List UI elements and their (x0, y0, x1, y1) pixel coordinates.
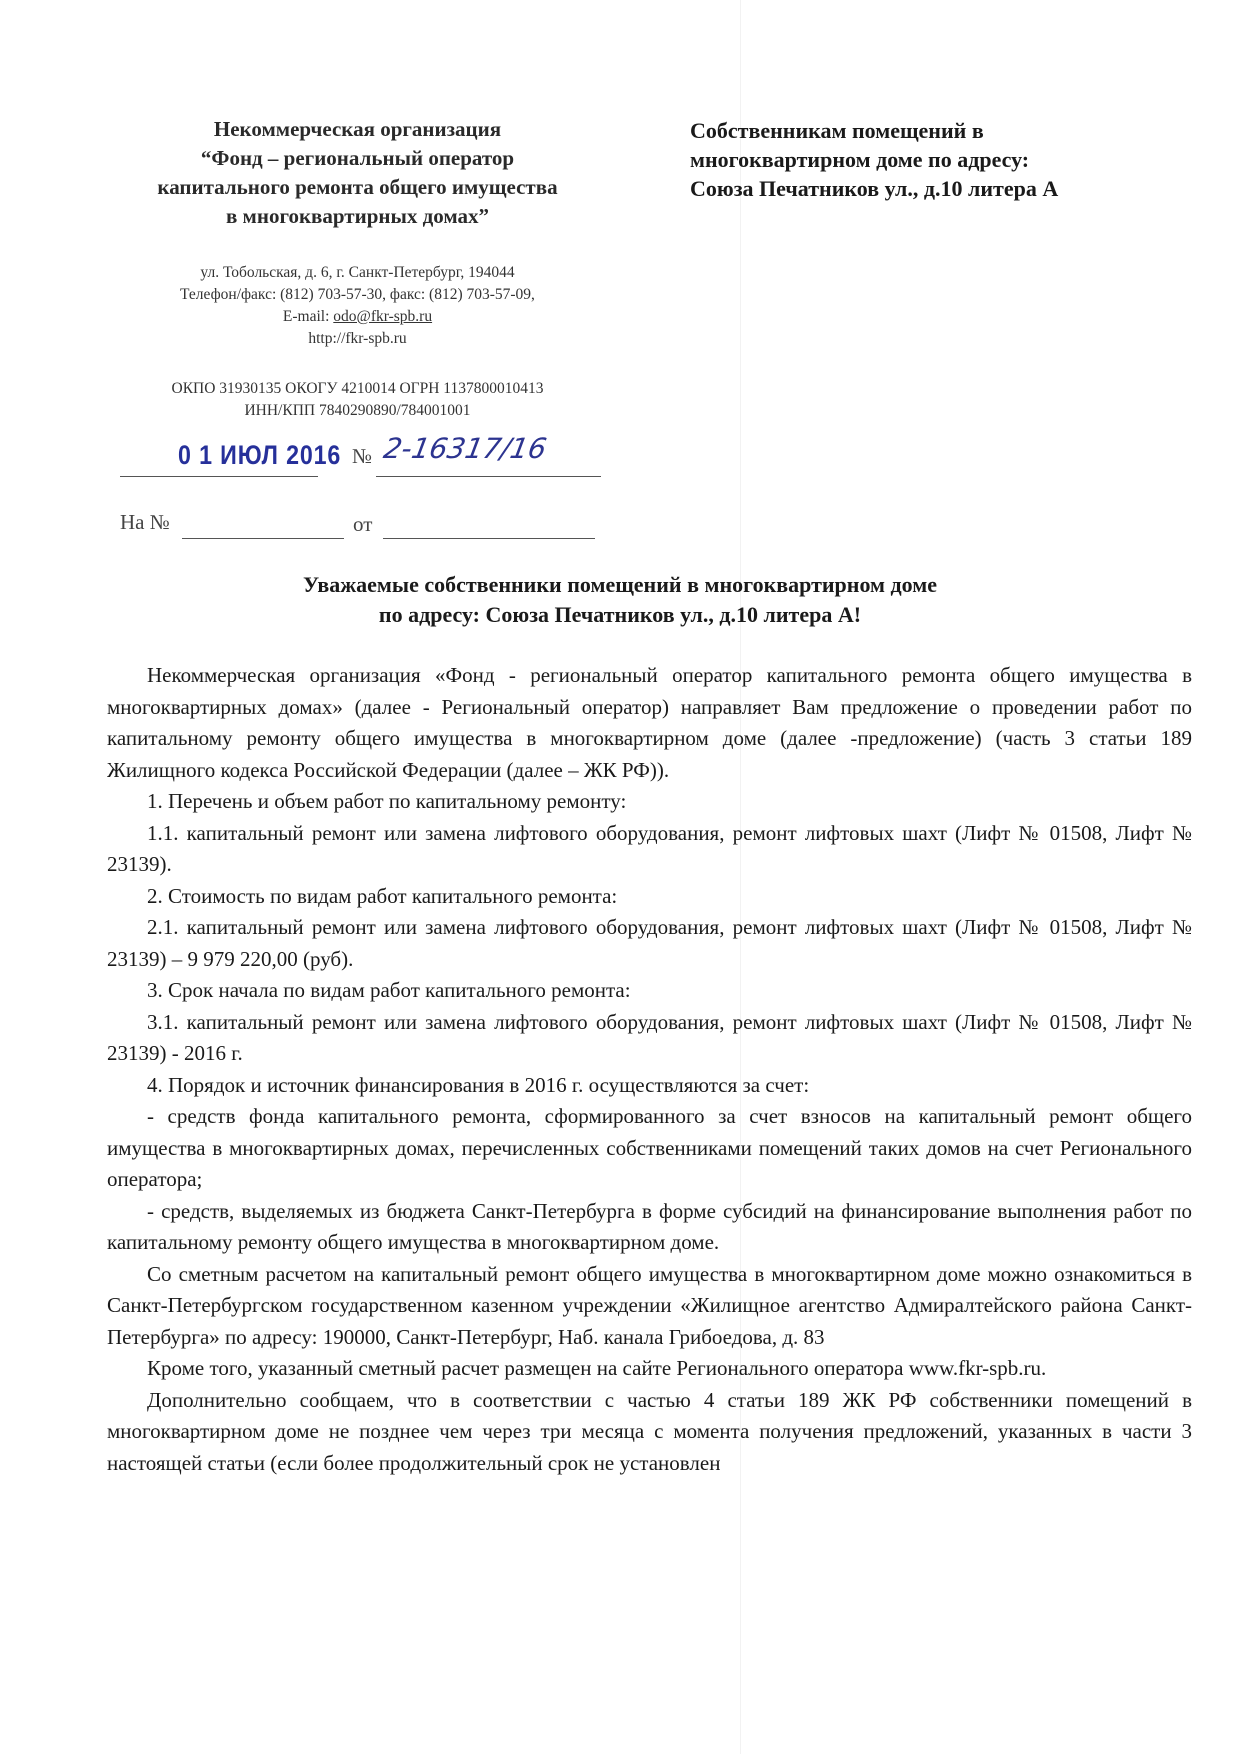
section-item-1-1: 1.1. капитальный ремонт или замена лифтового оборудования, ремонт лифтовых шахт (Лифт № 01508, Лифт № 23139). (107, 820, 1192, 876)
section-heading-4: 4. Порядок и источник финансирования в 2016 г. осуществляются за счет: (147, 1072, 810, 1097)
outgoing-reference (120, 432, 600, 550)
org-address: ул. Тобольская, д. 6, г. Санкт-Петербург, 194044 (200, 264, 515, 281)
org-codes-line-1: ОКПО 31930135 ОКОГУ 4210014 ОГРН 1137800010413 (171, 380, 544, 397)
reply-date-underline (383, 538, 595, 539)
number-label: № (352, 444, 373, 468)
recipient-line: многоквартирном доме по адресу: (690, 147, 1030, 172)
reply-number-underline (182, 538, 344, 539)
org-email-line (110, 306, 605, 328)
org-phone-fax: Телефон/факс: (812) 703-57-30, факс: (812) 703-57-09, (180, 286, 535, 303)
reply-date-label: от (353, 512, 373, 536)
website-note: Кроме того, указанный сметный расчет размещен на сайте Регионального оператора www.fkr-spb.ru. (147, 1356, 1047, 1380)
org-codes-line-2: ИНН/КПП 7840290890/784001001 (244, 402, 471, 419)
email-label: E-mail: (282, 308, 330, 325)
salutation (170, 570, 1070, 630)
date-stamp: 0 1 ИЮЛ 2016 (178, 440, 342, 470)
org-name-line: в многоквартирных домах” (225, 204, 490, 228)
estimate-paragraph: Со сметным расчетом на капитальный ремонт общего имущества в многоквартирном доме можно ознакомиться в Санкт-Петербургском государственном казенном учреждении «Жилищное агентство Адмиралтейского района Санкт-Петербурга» по адресу: 190000, Санкт-Петербург, Наб. канала Грибоедова, д. 83 (107, 1261, 1192, 1349)
salutation-line-2: по адресу: Союза Печатников ул., д.10 литера А! (378, 602, 862, 627)
handwritten-number: 2-16317/16 (381, 432, 549, 465)
organization-contacts (110, 262, 605, 350)
org-name-line: Некоммерческая организация (213, 117, 502, 141)
funding-source-a: - средств фонда капитального ремонта, сформированного за счет взносов на капитальный ремонт общего имущества в многоквартирных домах, перечисленных собственниками помещений таких домов на счет Регионального оператора; (107, 1104, 1192, 1191)
funding-source-b: - средств, выделяемых из бюджета Санкт-Петербурга в форме субсидий на финансирование выполнения работ по капитальному ремонту общего имущества в многоквартирном доме. (107, 1198, 1192, 1254)
organization-name (110, 115, 605, 231)
section-heading-3: 3. Срок начала по видам работ капитального ремонта: (147, 978, 631, 1002)
section-heading-1: 1. Перечень и объем работ по капитальному ремонту: (147, 789, 627, 813)
org-name-line: “Фонд – региональный оператор (200, 146, 515, 170)
organization-codes (110, 378, 605, 422)
recipient-line: Союза Печатников ул., д.10 литера А (690, 176, 1059, 201)
letter-body (107, 660, 1192, 1479)
section-heading-2: 2. Стоимость по видам работ капитального ремонта: (147, 883, 618, 908)
date-underline (120, 476, 318, 477)
additional-paragraph: Дополнительно сообщаем, что в соответствии с частью 4 статьи 189 ЖК РФ собственники помещений в многоквартирном доме не позднее чем через три месяца с момента получения предложений, указанных в части 3 настоящей статьи (если более продолжительный срок не установлен (107, 1387, 1192, 1475)
org-website[interactable]: http://fkr-spb.ru (308, 330, 407, 347)
number-underline (376, 476, 601, 477)
org-name-line: капитального ремонта общего имущества (157, 175, 558, 199)
email-link[interactable]: odo@fkr-spb.ru (333, 308, 433, 325)
salutation-line-1: Уважаемые собственники помещений в многоквартирном доме (302, 572, 937, 597)
intro-paragraph: Некоммерческая организация «Фонд - региональный оператор капитального ремонта общего имущества в многоквартирных домах» (далее - Региональный оператор) направляет Вам предложение о проведении работ по капитальному ремонту общего имущества в многоквартирном доме (далее -предложение) (часть 3 статьи 189 Жилищного кодекса Российской Федерации (далее – ЖК РФ)). (107, 663, 1192, 782)
section-item-3-1: 3.1. капитальный ремонт или замена лифтового оборудования, ремонт лифтовых шахт (Лифт № 01508, Лифт № 23139) - 2016 г. (107, 1009, 1192, 1065)
recipient-line: Собственникам помещений в (690, 118, 984, 143)
reply-number-label: На № (120, 510, 170, 534)
recipient-block (690, 116, 1130, 203)
section-item-2-1: 2.1. капитальный ремонт или замена лифтового оборудования, ремонт лифтовых шахт (Лифт № 01508, Лифт № 23139) – 9 979 220,00 (руб). (107, 915, 1192, 971)
